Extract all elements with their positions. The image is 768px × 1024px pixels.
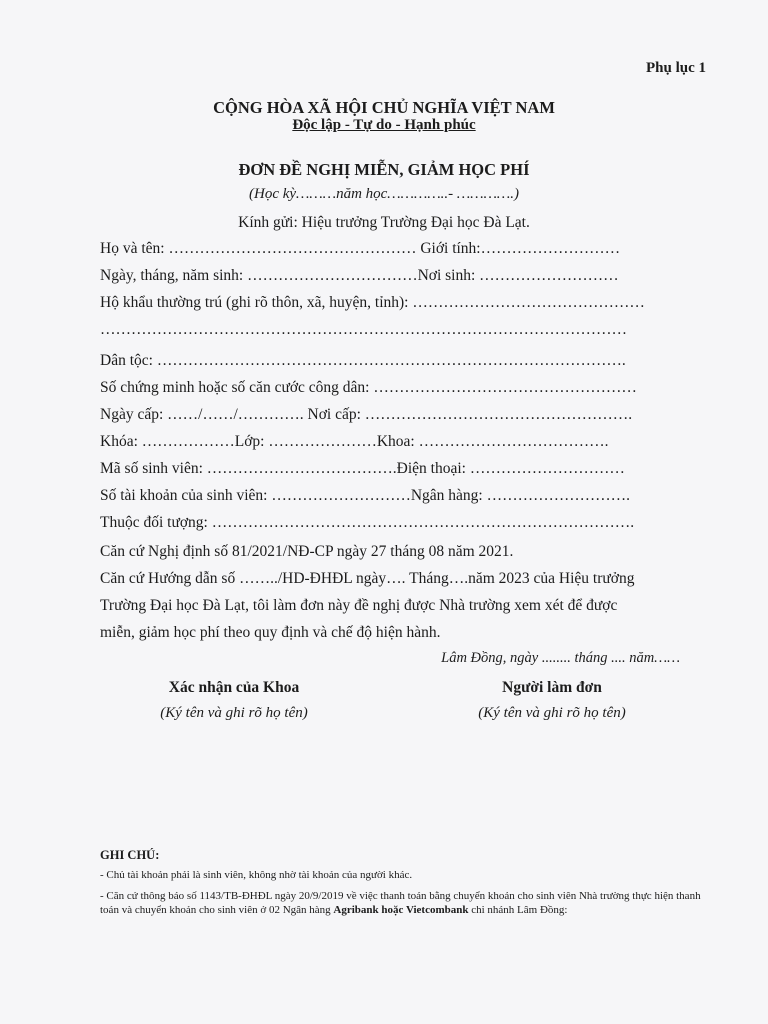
place-date-line: Lâm Đồng, ngày ........ tháng .... năm…… <box>441 650 680 666</box>
faculty-confirmation-title: Xác nhận của Khoa <box>168 679 300 696</box>
note-bank-branch: chi nhánh Lâm Đồng: <box>468 904 568 916</box>
note-account-owner: - Chủ tài khoản phải là sinh viên, không nhờ tài khoản của người khác. <box>100 869 413 881</box>
field-bank-account: Số tài khoản của sinh viên: ………………………Ngân hàng: ………………………. <box>100 487 630 504</box>
note-bank-names: Agribank hoặc Vietcombank <box>333 904 469 916</box>
notes-title: GHI CHÚ: <box>100 848 160 862</box>
nation-heading: CỘNG HÒA XÃ HỘI CHỦ NGHĨA VIỆT NAM <box>213 98 555 117</box>
body-line-decree: Căn cứ Nghị định số 81/2021/NĐ-CP ngày 27 tháng 08 năm 2021. <box>100 543 514 560</box>
field-student-id-phone: Mã số sinh viên: ……………………………….Điện thoại: ………………………… <box>100 460 625 477</box>
form-title: ĐƠN ĐỀ NGHỊ MIỄN, GIẢM HỌC PHÍ <box>238 160 530 179</box>
body-line-regulation: miễn, giảm học phí theo quy định và chế độ hiện hành. <box>100 624 441 641</box>
body-line-request: Trường Đại học Đà Lạt, tôi làm đơn này đề nghị được Nhà trường xem xét để được <box>100 597 618 614</box>
appendix-label: Phụ lục 1 <box>645 60 706 76</box>
motto-heading <box>0 117 768 134</box>
field-full-name: Họ và tên: ………………………………………… Giới tính:……………………… <box>100 240 621 257</box>
faculty-signature-note: (Ký tên và ghi rõ họ tên) <box>160 705 308 721</box>
field-residence-continued: ………………………………………………………………………………………… <box>100 321 627 338</box>
field-id-number: Số chứng minh hoặc số căn cước công dân: …………………………………………… <box>100 379 637 396</box>
addressee-line: Kính gửi: Hiệu trưởng Trường Đại học Đà Lạt. <box>238 214 530 231</box>
field-residence: Hộ khẩu thường trú (ghi rõ thôn, xã, huyện, tỉnh): ……………………………………… <box>100 294 645 311</box>
applicant-title: Người làm đơn <box>502 679 602 696</box>
field-birth: Ngày, tháng, năm sinh: ……………………………Nơi sinh: ……………………… <box>100 267 619 284</box>
body-line-guidance: Căn cứ Hướng dẫn số ……../HD-ĐHĐL ngày…. Tháng….năm 2023 của Hiệu trưởng <box>100 570 635 587</box>
note-bank-transfer-text: - Căn cứ thông báo số 1143/TB-ĐHĐL ngày 20/9/2019 về việc thanh toán bằng chuyển khoản cho sinh viên Nhà trường thực hiện thanh toán và chuyển khoản cho sinh viên ở 02 Ngân hàng <box>100 890 701 916</box>
field-ethnicity: Dân tộc: ………………………………………………………………………………. <box>100 352 626 369</box>
note-bank-transfer <box>100 889 710 917</box>
field-course-class: Khóa: ………………Lớp: …………………Khoa: ………………………………. <box>100 433 609 450</box>
semester-line: (Học kỳ………năm học…………..- ………….) <box>249 186 519 202</box>
applicant-signature-note: (Ký tên và ghi rõ họ tên) <box>478 705 626 721</box>
field-issue-info: Ngày cấp: ……/……/…………. Nơi cấp: ……………………………………………. <box>100 406 633 423</box>
field-beneficiary-type: Thuộc đối tượng: ………………………………………………………………………. <box>100 514 635 531</box>
motto-text: Độc lập - Tự do - Hạnh phúc <box>292 117 476 133</box>
